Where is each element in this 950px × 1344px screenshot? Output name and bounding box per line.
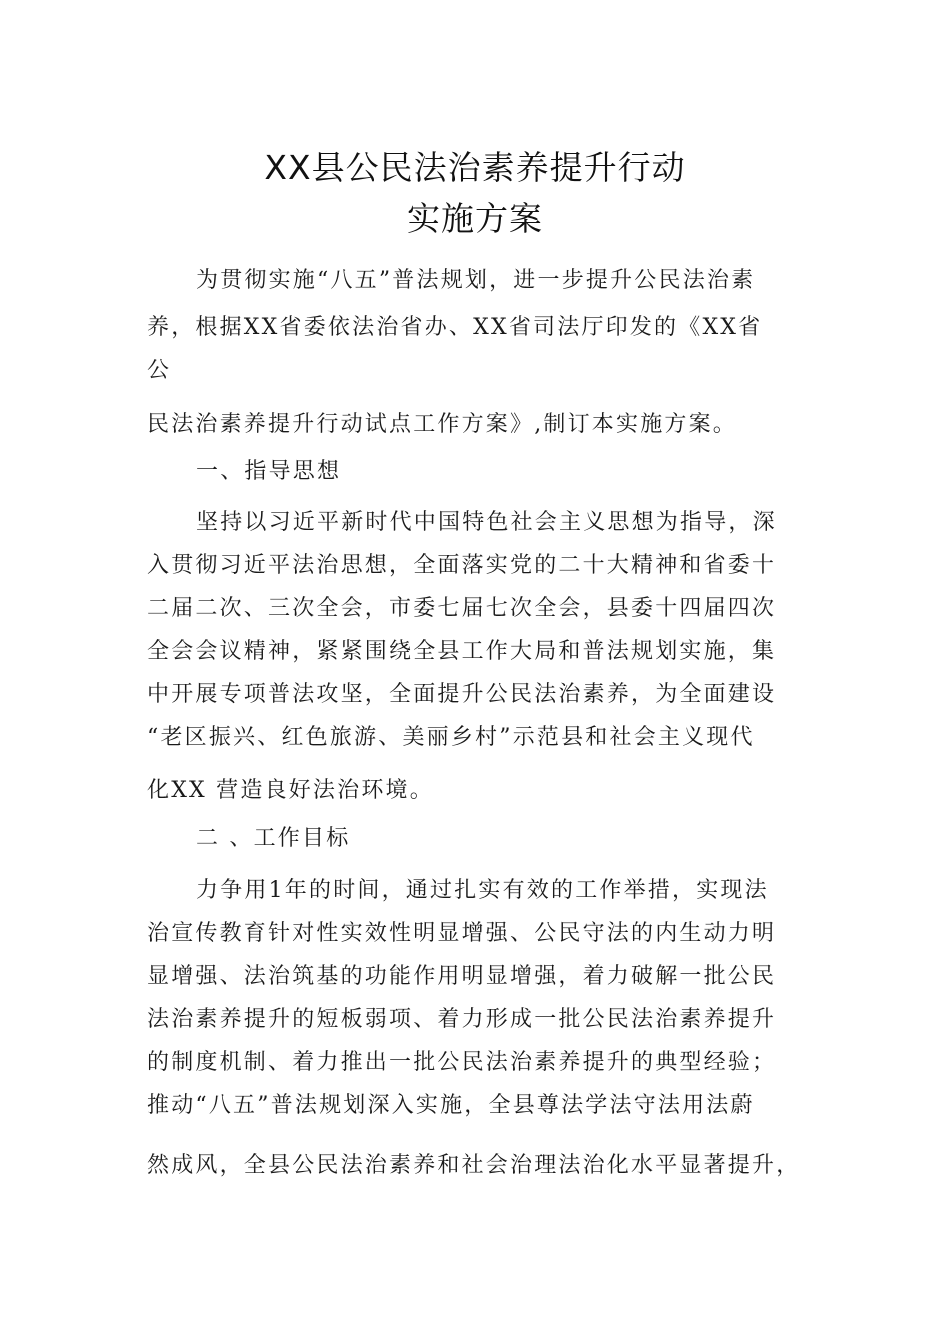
paragraph-line: 化XX 营造良好法治环境。 [147, 778, 434, 803]
section-heading: 一、指导思想 [196, 459, 342, 484]
paragraph-line: “老区振兴、红色旅游、美丽乡村”示范县和社会主义现代 [147, 725, 755, 750]
paragraph-line: 然成风，全县公民法治素养和社会治理法治化水平显著提升， [147, 1153, 801, 1178]
paragraph-line: 全会会议精神，紧紧围绕全县工作大局和普法规划实施，集 [147, 639, 777, 664]
paragraph-line: 二届二次、三次全会，市委七届七次全会，县委十四届四次 [147, 596, 777, 621]
paragraph-line: 力争用1年的时间，通过扎实有效的工作举措，实现法 [196, 878, 769, 903]
paragraph-line: 的制度机制、着力推出一批公民法治素养提升的典型经验； [147, 1050, 777, 1075]
paragraph-line: 法治素养提升的短板弱项、着力形成一批公民法治素养提升 [147, 1007, 777, 1032]
paragraph-line: 治宣传教育针对性实效性明显增强、公民守法的内生动力明 [147, 921, 777, 946]
paragraph-line: 养，根据XX省委依法治省办、XX省司法厅印发的《XX省 [147, 315, 763, 340]
paragraph-line: 显增强、法治筑基的功能作用明显增强，着力破解一批公民 [147, 964, 777, 989]
paragraph-line: 民法治素养提升行动试点工作方案》,制订本实施方案。 [147, 412, 737, 437]
section-heading: 二 、工作目标 [196, 826, 351, 851]
paragraph-line: 中开展专项普法攻坚，全面提升公民法治素养，为全面建设 [147, 682, 777, 707]
paragraph-line: 坚持以习近平新时代中国特色社会主义思想为指导，深 [196, 510, 777, 535]
paragraph-line: 为贯彻实施“八五”普法规划，进一步提升公民法治素 [196, 268, 756, 293]
paragraph-line: 公 [147, 358, 172, 383]
document-title-line-2: 实施方案 [407, 199, 543, 238]
paragraph-line: 入贯彻习近平法治思想，全面落实党的二十大精神和省委十 [147, 553, 777, 578]
paragraph-line: 推动“八五”普法规划深入实施，全县尊法学法守法用法蔚 [147, 1093, 755, 1118]
document-title-line-1: XX县公民法治素养提升行动 [264, 148, 686, 187]
